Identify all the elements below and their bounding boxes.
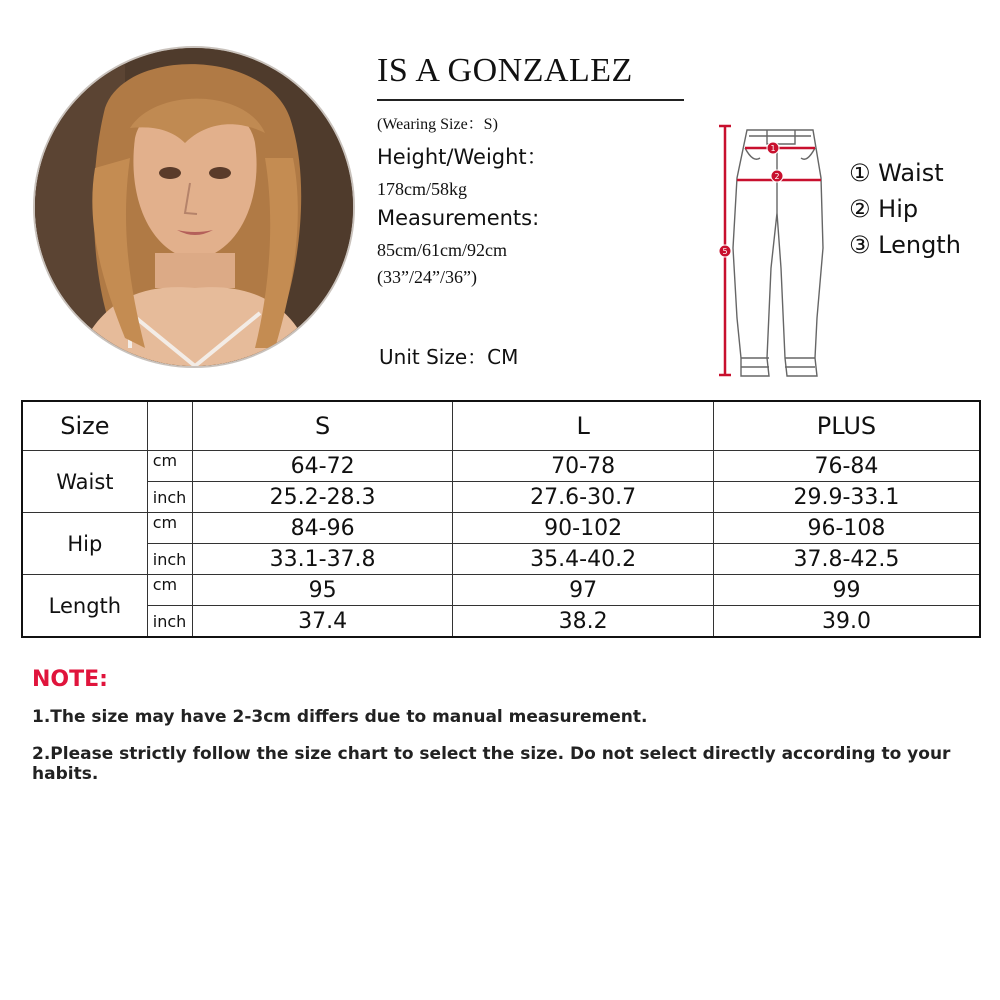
svg-text:5: 5 [722, 247, 728, 256]
table-row [22, 575, 980, 606]
table-cell: 97 [453, 575, 714, 606]
size-plus-header: PLUS [713, 401, 980, 451]
unit-inch: inch [147, 606, 192, 638]
unit-size: Unit Size：CM [379, 345, 519, 369]
size-chart-table [21, 400, 981, 638]
model-name: IS A GONZALEZ [377, 52, 633, 89]
table-row [22, 513, 980, 544]
height-weight-value: 178cm/58kg [377, 179, 467, 199]
name-underline [377, 99, 684, 101]
table-cell: 35.4-40.2 [453, 544, 714, 575]
size-header: Size [22, 401, 147, 451]
measurements-inch: (33”/24”/36”) [377, 267, 477, 287]
legend-hip: ② Hip [849, 195, 919, 223]
legend-length: ③ Length [849, 231, 961, 259]
model-portrait-illustration [35, 48, 353, 366]
wearing-size: (Wearing Size：S) [377, 116, 498, 133]
legend-waist: ① Waist [849, 159, 944, 187]
unit-inch: inch [147, 544, 192, 575]
table-cell: 37.4 [192, 606, 453, 638]
table-cell: 27.6-30.7 [453, 482, 714, 513]
note-line-2: 2.Please strictly follow the size chart to select the size. Do not select directly according to your habits. [32, 744, 951, 784]
size-s-header: S [192, 401, 453, 451]
table-cell: 39.0 [713, 606, 980, 638]
table-cell: 84-96 [192, 513, 453, 544]
unit-cm: cm [147, 513, 192, 544]
pants-measurement-diagram [705, 118, 835, 383]
table-header-row [22, 401, 980, 451]
height-weight-label: Height/Weight： [377, 145, 548, 169]
table-row [22, 451, 980, 482]
unit-cm: cm [147, 451, 192, 482]
table-row [22, 544, 980, 575]
table-cell: 95 [192, 575, 453, 606]
unit-cm: cm [147, 575, 192, 606]
table-cell: 70-78 [453, 451, 714, 482]
table-cell: 37.8-42.5 [713, 544, 980, 575]
table-cell: 96-108 [713, 513, 980, 544]
row-label-hip: Hip [22, 513, 147, 575]
note-title: NOTE: [32, 667, 108, 692]
table-cell: 99 [713, 575, 980, 606]
svg-text:2: 2 [774, 172, 780, 181]
measurements-cm: 85cm/61cm/92cm [377, 240, 507, 260]
size-l-header: L [453, 401, 714, 451]
table-cell: 29.9-33.1 [713, 482, 980, 513]
measurements-label: Measurements: [377, 206, 540, 230]
table-row [22, 606, 980, 638]
unit-inch: inch [147, 482, 192, 513]
model-photo [33, 46, 355, 368]
table-cell: 64-72 [192, 451, 453, 482]
table-cell: 38.2 [453, 606, 714, 638]
table-row [22, 482, 980, 513]
note-line-1: 1.The size may have 2-3cm differs due to manual measurement. [32, 707, 648, 727]
row-label-length: Length [22, 575, 147, 638]
table-cell: 25.2-28.3 [192, 482, 453, 513]
unit-header [147, 401, 192, 451]
measurement-legend [849, 155, 961, 263]
table-cell: 33.1-37.8 [192, 544, 453, 575]
row-label-waist: Waist [22, 451, 147, 513]
table-cell: 76-84 [713, 451, 980, 482]
svg-text:1: 1 [770, 144, 776, 153]
table-cell: 90-102 [453, 513, 714, 544]
